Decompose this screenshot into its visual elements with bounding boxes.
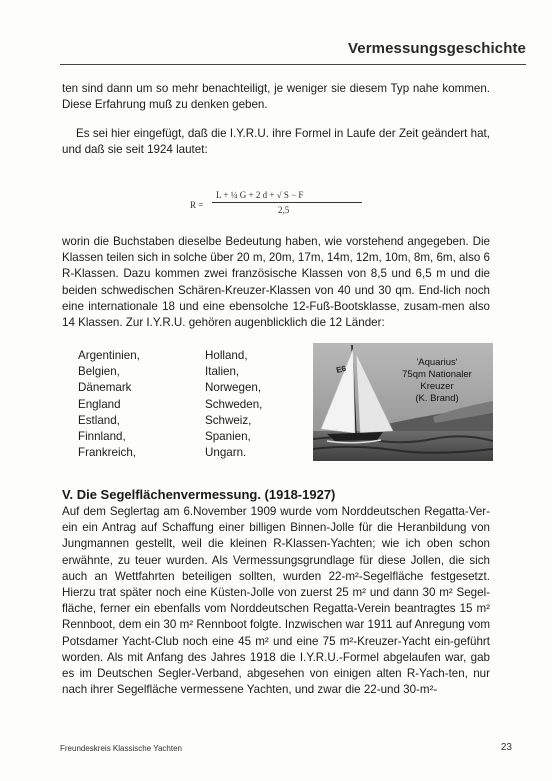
country-item: England <box>78 397 121 411</box>
country-item: Norwegen, <box>205 381 262 395</box>
country-item: Finnland, <box>78 430 126 444</box>
paragraph-continuation: ten sind dann um so mehr benachteiligt, je weniger sie diesem Typ nahe kommen. Diese Erfahrung muß zu denken geben. <box>62 82 490 112</box>
country-item: Italien, <box>205 365 240 379</box>
country-item: Belgien, <box>78 365 120 379</box>
country-item: Spanien, <box>205 430 251 444</box>
paragraph-sail-area: Auf dem Seglertag am 6.November 1909 wurde vom Norddeutschen Regatta-Ver-ein ein Antrag auf Schaffung einer billigen Binnen-Jolle für die Heranbildung von Jungmannen gestellt, weil die kleinen R-Klassen-Yachten; wie ich oben schon erwähnte, zu teuer wurden. Als Vermessungsgrundlage für diese Jollen, die sich auch an Wettfahrten beteiligen sollten, wurden 22-m²-Segelfläche festgesetzt. Hierzu trat später noch eine Küsten-Jolle von zuerst 25 m² und dann 30 m² Segel-fläche, ferner ein ebenfalls vom Norddeutschen Regatta-Verein beantragtes 15 m² Rennboot, dem ein 30 m² Rennboot folgte. Inzwischen war 1911 auf Anregung vom Potsdamer Yacht-Club noch eine 45 m² und eine 75 m²-Kreuzer-Yacht ein-geführt worden. Als mit Anfang des Jahres 1918 die I.Y.R.U.-Formel abgelaufen war, gab es im Deutschen Segler-Verband, abgesehen von einigen alten R-Yach-ten, nur nach ihrer Segelfläche vermessene Yachten, und zwar die 22-und 30-m²- <box>62 505 490 697</box>
running-header-title: Vermessungsgeschichte <box>347 40 526 57</box>
formula-fraction-bar <box>212 202 362 203</box>
caption-credit: (K. Brand) <box>415 393 459 404</box>
yacht-photo <box>313 343 493 461</box>
formula-lhs: R = <box>190 200 204 210</box>
formula-numerator: L + ¼ G + 2 d + √ S − F <box>216 190 304 200</box>
country-item: Argentinien, <box>78 349 140 362</box>
sail-number: E6 <box>335 363 347 375</box>
page-number: 23 <box>500 742 512 753</box>
formula-denominator: 2,5 <box>278 205 290 215</box>
country-item: Holland, <box>205 349 248 362</box>
country-list-left <box>78 348 140 461</box>
footer-publisher: Freundeskreis Klassische Yachten <box>60 744 182 753</box>
iyru-formula <box>190 188 370 222</box>
caption-subtitle: 75qm Nationaler Kreuzer <box>402 369 472 392</box>
caption-title: 'Aquarius' <box>416 357 458 368</box>
header-rule <box>60 64 526 65</box>
country-item: Estland, <box>78 413 120 427</box>
paragraph-classes: worin die Buchstaben dieselbe Bedeutung haben, wie vorstehend angegeben. Die Klassen teilen sich in solche über 20 m, 20m, 17m, 14m, 12m, 10m, 8m, 6m, also 6 R-Klassen. Dazu kommen zwei französische Klassen von 8,5 und 6,5 m und die beiden schwedischen Schären-Kreuzer-Klassen von 40 und 30 qm. End-lich noch eine internationale 18 und eine ebensolche 12-Fuß-Bootsklasse, zusam-men also 14 Klassen. Zur I.Y.R.U. gehören augenblicklich die 12 Länder: <box>62 235 490 330</box>
section-heading: V. Die Segelflächenvermessung. (1918-1927) <box>62 487 336 502</box>
country-item: Schweiz, <box>205 413 252 427</box>
country-item: Dänemark <box>78 381 132 395</box>
country-list-right <box>205 348 262 461</box>
country-item: Frankreich, <box>78 446 136 460</box>
paragraph-formula-intro: Es sei hier eingefügt, daß die I.Y.R.U. ihre Formel in Laufe der Zeit geändert hat, und daß sie seit 1924 lautet: <box>62 127 490 157</box>
country-item: Schweden, <box>205 397 263 411</box>
country-item: Ungarn. <box>205 446 247 460</box>
photo-caption <box>387 357 487 405</box>
